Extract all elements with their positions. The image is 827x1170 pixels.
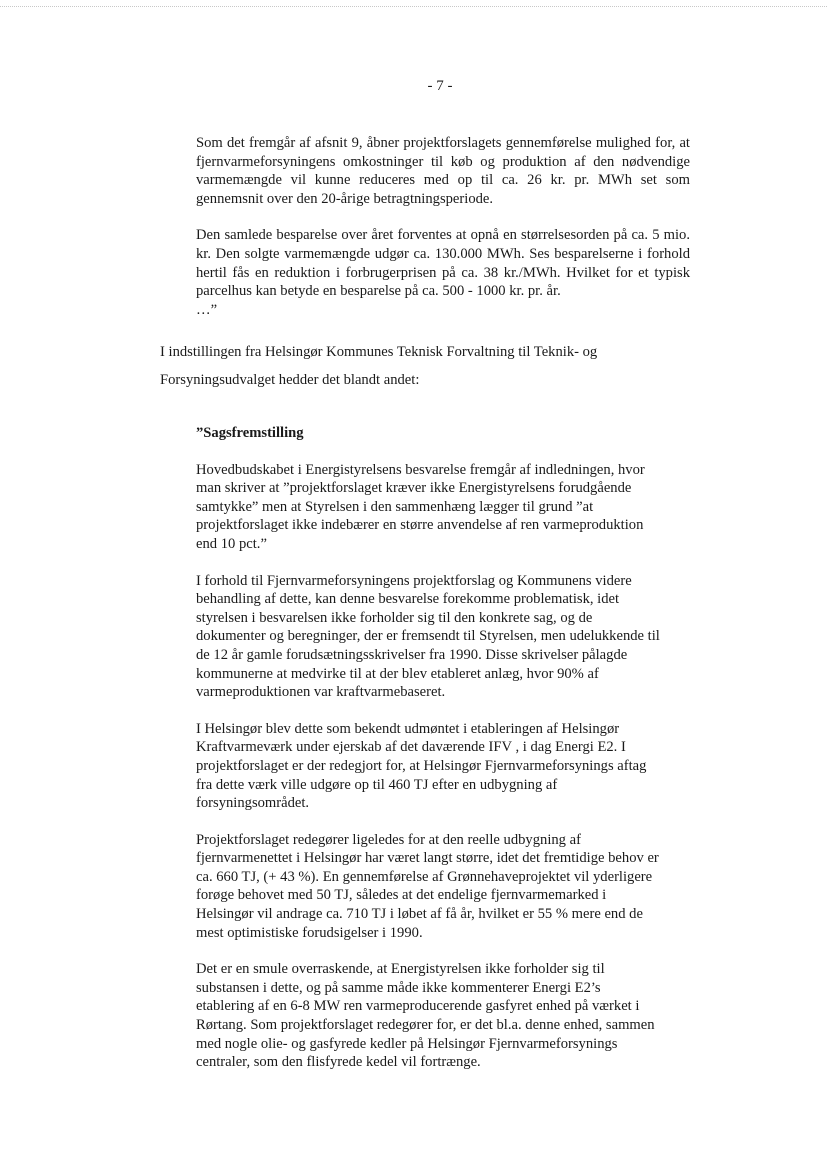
quote2-paragraph-3: I Helsingør blev dette som bekendt udmøntet i etableringen af Helsingør Kraftvarmeværk under ejerskab af det daværende IFV , i dag Energi E2. I projektforslaget er der redegjort for, at Helsingør Fjernvarmeforsynings aftag fra dette værk ville udgøre op til 460 TJ efter en udbygning af forsyningsområdet. bbox=[196, 720, 647, 812]
quote1-paragraph-1: Som det fremgår af afsnit 9, åbner projektforslagets gennemførelse mulighed for, at fjernvarmeforsyningens omkostninger til køb og produktion af den nødvendige varmemængde vil kunne reduceres med op til ca. 26 kr. pr. MWh set som gennemsnit over den 20-årige betragtningsperiode. bbox=[196, 135, 690, 207]
intro-line-1: I indstillingen fra Helsingør Kommunes Teknisk Forvaltning til Teknik- og bbox=[160, 344, 598, 360]
quote2-paragraph-5: Det er en smule overraskende, at Energistyrelsen ikke forholder sig til substansen i dette, og på samme måde ikke kommenterer Energi E2’s etablering af en 6-8 MW ren varmeproducerende gasfyret enhed på værket i Rørtang. Som projektforslaget redegører for, er det bl.a. denne enhed, sammen med nogle olie- og gasfyrede kedler på Helsingør Fjernvarmeforsynings centraler, som den flisfyrede kedel vil fortrænge. bbox=[196, 961, 655, 1071]
quote-block-2 bbox=[196, 424, 696, 1072]
quote2-paragraph-1: Hovedbudskabet i Energistyrelsens besvarelse fremgår af indledningen, hvor man skriver at ”projektforslaget kræver ikke Energistyrelsens forudgående samtykke” men at Styrelsen i den sammenhæng lægger til grund ”at projektforslaget ikke indebærer en større anvendelse af ren varmeproduktion end 10 pct.” bbox=[196, 461, 645, 552]
page-number: - 7 - bbox=[427, 78, 453, 94]
scan-edge-line bbox=[0, 6, 827, 7]
quote2-paragraph-4: Projektforslaget redegører ligeledes for at den reelle udbygning af fjernvarmenettet i Helsingør har været langt større, idet det fremtidige behov er ca. 660 TJ, (+ 43 %). En gennemførelse af Grønnehaveprojektet vil yderligere forøge behovet med 50 TJ, således at det endelige fjernvarmemarked i Helsingør vil andrage ca. 710 TJ i løbet af få år, hvilket er 55 % mere end de mest optimistiske forudsigelser i 1990. bbox=[196, 831, 659, 941]
quote2-paragraph-2: I forhold til Fjernvarmeforsyningens projektforslag og Kommunens videre behandling af dette, kan denne besvarelse forekomme problematisk, idet styrelsen i besvarelsen ikke forholder sig til den konkrete sag, og de dokumenter og beregninger, der er fremsendt til Styrelsen, men udelukkende til de 12 år gamle forudsætningsskrivelser fra 1990. Disse skrivelser pålagde kommunerne at medvirke til at der blev etableret anlæg, hvor 90% af varmeproduktionen var kraftvarmebaseret. bbox=[196, 572, 660, 701]
intro-line-2: Forsyningsudvalget hedder det blandt andet: bbox=[160, 372, 420, 388]
quote-block-1 bbox=[196, 134, 690, 319]
section-heading: ”Sagsfremstilling bbox=[196, 425, 304, 441]
quote1-paragraph-2: Den samlede besparelse over året forventes at opnå en størrelsesorden på ca. 5 mio. kr. Den solgte varmemængde udgør ca. 130.000 MWh. Ses besparelserne i forhold hertil fås en reduktion i forbrugerprisen på ca. 38 kr./MWh. Hvilket for et typisk parcelhus kan betyde en besparelse på ca. 500 - 1000 kr. pr. år. …” bbox=[196, 227, 690, 318]
